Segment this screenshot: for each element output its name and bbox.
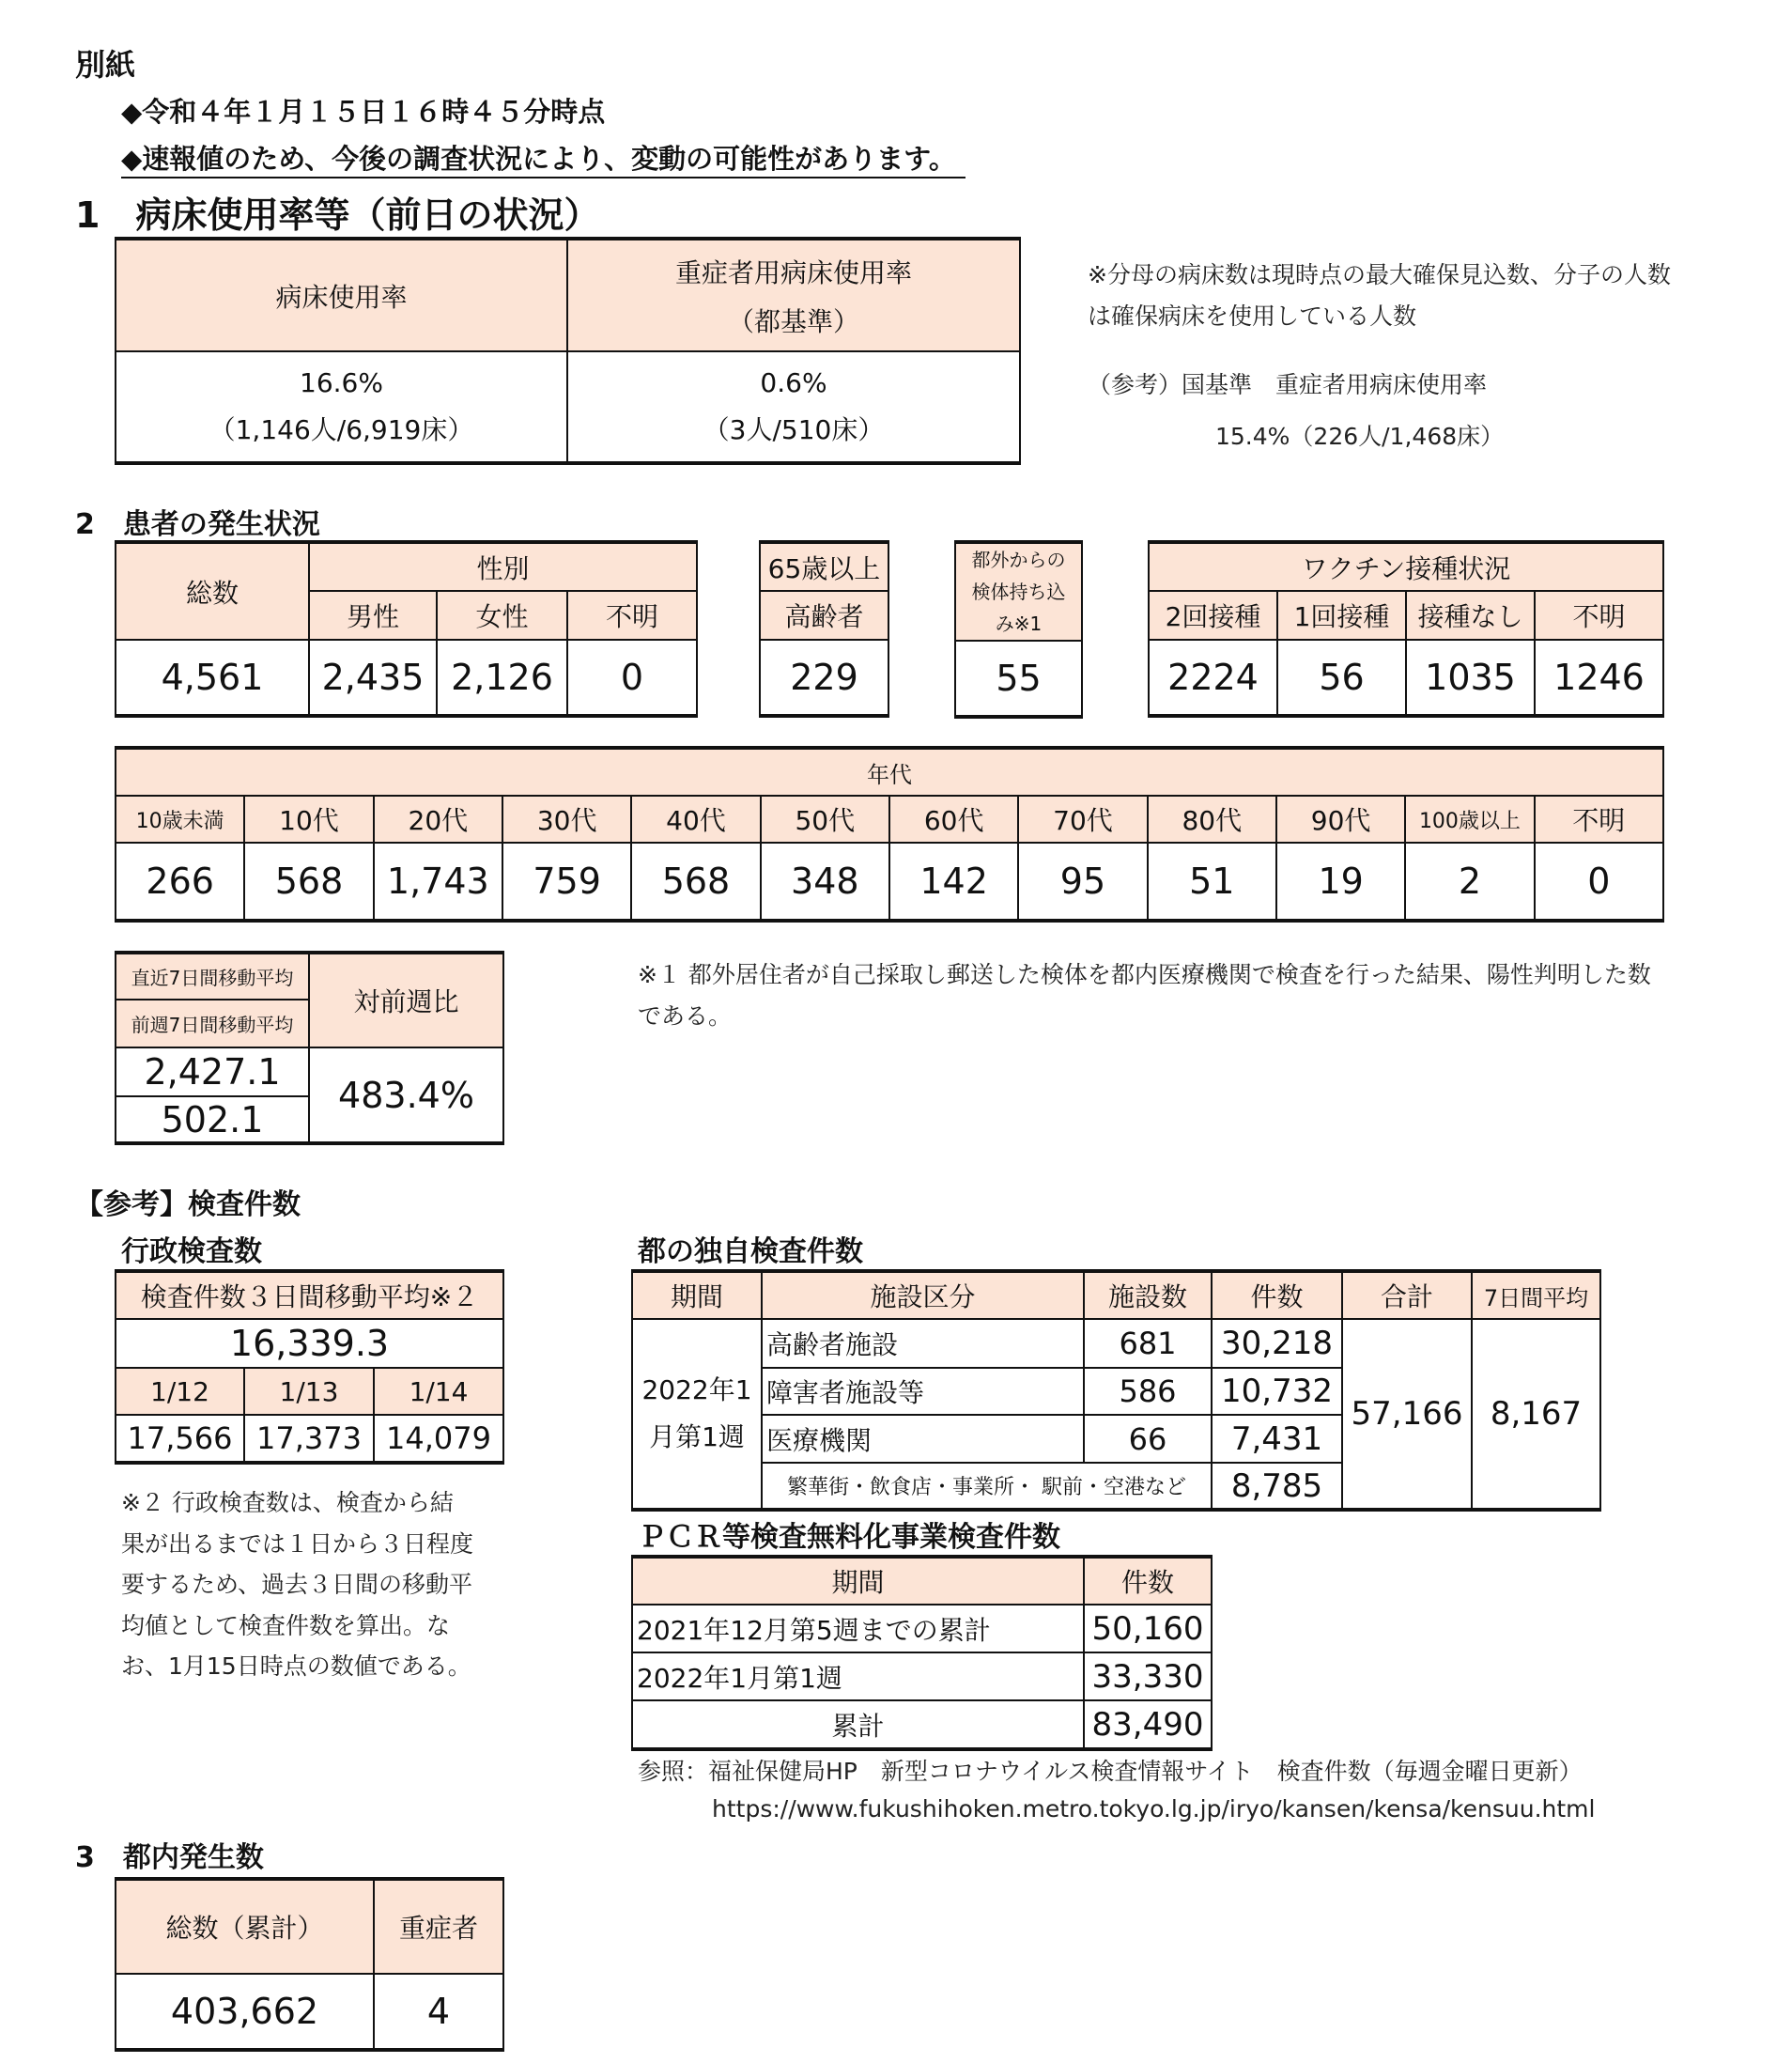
- section3-heading: 3 都内発生数: [75, 1841, 264, 1874]
- pcr-count-header: 件数: [1084, 1557, 1212, 1605]
- bed-note-line2: は確保病床を使用している人数: [1088, 302, 1417, 330]
- elderly-header-a: 65歳以上: [760, 542, 888, 591]
- test-count: 10,732: [1212, 1368, 1342, 1415]
- vaccine-status-value: 2224: [1149, 640, 1277, 716]
- admin-date-header: 1/14: [374, 1368, 503, 1415]
- pcr-period-header: 期間: [632, 1557, 1084, 1605]
- bed-usage-table: [115, 237, 1021, 465]
- age-group-header: 20代: [374, 796, 502, 843]
- age-group-value: 142: [889, 843, 1018, 921]
- facility-type: 高齢者施設: [762, 1319, 1084, 1368]
- age-group-header: 10代: [244, 796, 373, 843]
- test-count: 7,431: [1212, 1415, 1342, 1463]
- total-header: 総数: [116, 542, 309, 640]
- prev-avg-header: 前週7日間移動平均: [116, 1000, 309, 1047]
- doc-title: 別紙: [75, 47, 136, 83]
- patient-total-table: [115, 540, 698, 718]
- age-group-value: 568: [631, 843, 760, 921]
- source-url[interactable]: https://www.fukushihoken.metro.tokyo.lg.jp/iryo/kansen/kensa/kensuu.html: [712, 1795, 1596, 1823]
- severe-bed-usage-header: 重症者用病床使用率 （都基準）: [567, 239, 1020, 351]
- outside-value: 55: [955, 641, 1082, 717]
- unknown-sex-header: 不明: [567, 591, 697, 640]
- section1-heading: 1 病床使用率等（前日の状況）: [75, 194, 600, 236]
- footnote1-line2: である。: [638, 1002, 733, 1030]
- timestamp-line: ◆令和４年１月１５日１６時４５分時点: [121, 96, 606, 128]
- facility-count: 66: [1084, 1415, 1212, 1463]
- pcr-period: 2021年12月第5週までの累計: [632, 1605, 1084, 1652]
- outside-header: 都外からの 検体持ち込 み※1: [955, 542, 1082, 641]
- national-ref-value: 15.4%（226人/1,468床）: [1215, 423, 1505, 450]
- severe-value: 4: [374, 1974, 503, 2050]
- age-group-header: 40代: [631, 796, 760, 843]
- age-group-header: 10歳未満: [116, 796, 244, 843]
- age-group-value: 2: [1405, 843, 1534, 921]
- admin-avg-header: 検査件数３日間移動平均※２: [116, 1271, 503, 1319]
- admin-date-header: 1/13: [244, 1368, 374, 1415]
- moving-average-table: [115, 951, 504, 1145]
- tokyo-col-header: 件数: [1212, 1271, 1342, 1319]
- elderly-header-b: 高齢者: [760, 591, 888, 640]
- vaccine-status-header: 2回接種: [1149, 591, 1277, 640]
- vaccine-status-header: 不明: [1535, 591, 1663, 640]
- pcr-heading: ＰＣＲ等検査無料化事業検査件数: [638, 1521, 1060, 1554]
- recent-avg-value: 2,427.1: [116, 1047, 309, 1096]
- bed-usage-value: 16.6% （1,146人/6,919床）: [116, 351, 567, 463]
- age-group-header: 不明: [1535, 796, 1663, 843]
- facility-count: 586: [1084, 1368, 1212, 1415]
- reference-heading: 【参考】検査件数: [75, 1188, 301, 1221]
- age-group-header: 50代: [761, 796, 889, 843]
- age-group-header: 30代: [502, 796, 631, 843]
- admin-date-value: 17,566: [116, 1415, 244, 1463]
- age-group-header: 100歳以上: [1405, 796, 1534, 843]
- vaccine-table: [1148, 540, 1664, 718]
- tokyo-7day-avg: 8,167: [1472, 1319, 1600, 1510]
- footnote1-line1: ※１ 都外居住者が自己採取し郵送した検体を都内医療機関で検査を行った結果、陽性判明した数: [638, 961, 1651, 988]
- cumulative-total-header: 総数（累計）: [116, 1879, 374, 1974]
- pcr-count-total: 83,490: [1084, 1700, 1212, 1749]
- footnote2-line: お、1月15日時点の数値である。: [121, 1652, 471, 1680]
- male-header: 男性: [309, 591, 437, 640]
- age-group-value: 348: [761, 843, 889, 921]
- tokyo-col-header: 7日間平均: [1472, 1271, 1600, 1319]
- sex-header: 性別: [309, 542, 697, 591]
- vaccine-header: ワクチン接種状況: [1149, 542, 1663, 591]
- ratio-header: 対前週比: [309, 953, 503, 1047]
- age-group-value: 568: [244, 843, 373, 921]
- source-note: 参照：福祉保健局HP 新型コロナウイルス検査情報サイト 検査件数（毎週金曜日更新）: [638, 1758, 1583, 1785]
- total-value: 4,561: [116, 640, 309, 716]
- section2-heading: 2 患者の発生状況: [75, 508, 320, 541]
- severe-header: 重症者: [374, 1879, 503, 1974]
- tokyo-tests-heading: 都の独自検査件数: [638, 1235, 863, 1268]
- ratio-value: 483.4%: [309, 1047, 503, 1143]
- admin-tests-heading: 行政検査数: [121, 1235, 262, 1268]
- female-value: 2,126: [437, 640, 567, 716]
- age-group-header: 80代: [1148, 796, 1276, 843]
- age-group-value: 95: [1018, 843, 1147, 921]
- age-group-value: 19: [1276, 843, 1405, 921]
- female-header: 女性: [437, 591, 567, 640]
- admin-date-header: 1/12: [116, 1368, 244, 1415]
- elderly-value: 229: [760, 640, 888, 716]
- tokyo-col-header: 施設区分: [762, 1271, 1084, 1319]
- footnote2-line: 果が出るまでは１日から３日程度: [121, 1529, 474, 1558]
- pcr-period-total: 累計: [632, 1700, 1084, 1749]
- bed-usage-header: 病床使用率: [116, 239, 567, 351]
- facility-count: 681: [1084, 1319, 1212, 1368]
- vaccine-status-value: 1035: [1406, 640, 1535, 716]
- admin-date-value: 14,079: [374, 1415, 503, 1463]
- unknown-sex-value: 0: [567, 640, 697, 716]
- facility-type: 医療機関: [762, 1415, 1084, 1463]
- admin-avg-value: 16,339.3: [116, 1319, 503, 1368]
- age-group-value: 759: [502, 843, 631, 921]
- male-value: 2,435: [309, 640, 437, 716]
- preliminary-note: ◆速報値のため、今後の調査状況により、変動の可能性があります。: [121, 138, 966, 178]
- age-group-value: 51: [1148, 843, 1276, 921]
- footnote2: [121, 1482, 473, 1687]
- age-group-value: 1,743: [374, 843, 502, 921]
- tokyo-col-header: 期間: [632, 1271, 762, 1319]
- other-test-count: 8,785: [1212, 1463, 1342, 1510]
- national-ref-label: （参考）国基準 重症者用病床使用率: [1088, 371, 1488, 398]
- vaccine-status-header: 1回接種: [1277, 591, 1406, 640]
- pcr-period: 2022年1月第1週: [632, 1652, 1084, 1700]
- tokyo-period: 2022年1 月第1週: [632, 1319, 762, 1510]
- age-group-header: 70代: [1018, 796, 1147, 843]
- age-group-header: 90代: [1276, 796, 1405, 843]
- age-group-value: 266: [116, 843, 244, 921]
- admin-date-value: 17,373: [244, 1415, 374, 1463]
- bed-note-line1: ※分母の病床数は現時点の最大確保見込数、分子の人数: [1088, 261, 1671, 288]
- cumulative-table: [115, 1877, 504, 2052]
- pcr-count: 50,160: [1084, 1605, 1212, 1652]
- tokyo-tests-table: [631, 1269, 1601, 1512]
- tokyo-col-header: 合計: [1342, 1271, 1472, 1319]
- facility-type: 障害者施設等: [762, 1368, 1084, 1415]
- pcr-table: [631, 1555, 1213, 1751]
- vaccine-status-value: 1246: [1535, 640, 1663, 716]
- recent-avg-header: 直近7日間移動平均: [116, 953, 309, 1000]
- vaccine-status-value: 56: [1277, 640, 1406, 716]
- other-facility-type: 繁華街・飲食店・事業所・ 駅前・空港など: [762, 1463, 1212, 1510]
- footnote2-line: 均値として検査件数を算出。な: [121, 1611, 451, 1639]
- severe-bed-usage-value: 0.6% （3人/510床）: [567, 351, 1020, 463]
- age-group-header: 60代: [889, 796, 1018, 843]
- admin-tests-table: [115, 1269, 504, 1465]
- age-header: 年代: [116, 748, 1663, 796]
- footnote2-line: 要するため、過去３日間の移動平: [121, 1571, 473, 1598]
- cumulative-total-value: 403,662: [116, 1974, 374, 2050]
- vaccine-status-header: 接種なし: [1406, 591, 1535, 640]
- tokyo-total: 57,166: [1342, 1319, 1472, 1510]
- age-group-value: 0: [1535, 843, 1663, 921]
- tokyo-col-header: 施設数: [1084, 1271, 1212, 1319]
- outside-table: [954, 540, 1083, 719]
- elderly-table: [759, 540, 889, 718]
- pcr-count: 33,330: [1084, 1652, 1212, 1700]
- age-table: [115, 746, 1664, 923]
- test-count: 30,218: [1212, 1319, 1342, 1368]
- footnote2-line: ※２ 行政検査数は、検査から結: [121, 1489, 454, 1516]
- prev-avg-value: 502.1: [116, 1096, 309, 1143]
